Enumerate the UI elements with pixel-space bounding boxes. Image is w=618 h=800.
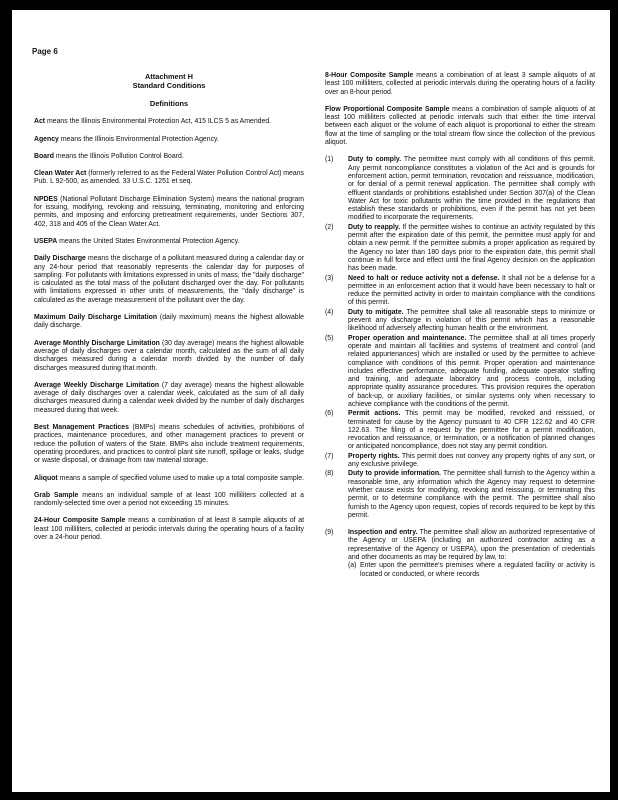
subitem-text: Enter upon the permittee's premises where a regulated facility or activity is located or conducted, or where records: [360, 562, 595, 578]
condition-item: [325, 335, 595, 410]
condition-item: [325, 470, 595, 520]
right-column: [325, 72, 595, 580]
definition-text: means a sample of specified volume used to make up a total composite sample.: [57, 474, 305, 482]
definition-text: (BMPs) means schedules of activities, prohibitions of practices, maintenance procedures, and other management practices to prevent or reduce the pollution of waters of the State. BMPs also include treatment requirements, operating procedures, and practices to control plant site runoff, spillage or leaks, sludge or waste disposal, or drainage from raw material storage.: [34, 424, 304, 465]
condition-text: The permittee shall at all times properly operate and maintain all facilities and systems of treatment and control (and related appurtenances) which are installed or used by the permittee to achieve compliance with conditions of this permit. Proper operation and maintenance includes effective performance, adequate funding, adequate operator staffing and training, and adequate laboratory and process controls, including appropriate quality assurance procedures. This provision requires the operation of back-up, or auxiliary facilities, or similar systems only when necessary to achieve compliance with the conditions of the permit.: [348, 334, 595, 408]
condition-item: [325, 275, 595, 308]
condition-item: [325, 529, 595, 579]
definition-term: NPDES: [34, 195, 58, 203]
condition-item: [325, 224, 595, 274]
condition-term: Duty to reapply.: [348, 223, 401, 231]
condition-text: This permit does not convey any property rights of any sort, or any exclusive privilege.: [348, 452, 595, 469]
condition-number: (9): [325, 529, 334, 537]
condition-item: [325, 309, 595, 334]
definition-text: means the Illinois Environmental Protection Act, 415 ILCS 5 as Amended.: [45, 118, 272, 126]
definition-term: Grab Sample: [34, 491, 79, 499]
condition-number: (6): [325, 410, 334, 418]
condition-term: Permit actions.: [348, 410, 401, 418]
definition-text: (daily maximum) means the highest allowable daily discharge.: [34, 314, 304, 330]
condition-subitem: [348, 562, 595, 579]
condition-number: (2): [325, 223, 334, 231]
subitem-letter: (a): [348, 562, 357, 570]
condition-text: This permit may be modified, revoked and reissued, or terminated for cause by the Agency pursuant to 40 CFR 122.62 and 40 CFR 122.63. The filing of a request by the permittee for a permit modification, revocation and reissuance, or termination, or a notification of planned changes or anticipated noncompliance, does not stay any permit condition.: [348, 410, 595, 451]
definition-term: Maximum Daily Discharge Limitation: [34, 314, 158, 322]
left-column: [34, 72, 304, 551]
condition-item: [325, 453, 595, 470]
condition-text: The permittee shall take all reasonable steps to minimize or prevent any discharge in violation of this permit which has a reasonable likelihood of adversely affecting human health or the environment.: [348, 308, 595, 333]
condition-number: (7): [325, 452, 334, 460]
spacer: [325, 521, 595, 529]
definition-paragraph: [34, 492, 304, 509]
definition-paragraph: [34, 255, 304, 305]
condition-term: Duty to provide information.: [348, 470, 441, 478]
definition-text: means a combination of at least 3 sample aliquots of at least 100 milliliters, collected at periodic intervals during the operating hours of a facility over an 8-hour period.: [325, 72, 595, 96]
condition-text: It shall not be a defense for a permittee in an enforcement action that it would have been necessary to halt or reduce the permitted activity in order to maintain compliance with the conditions of this permit.: [348, 274, 595, 307]
condition-number: (5): [325, 334, 334, 342]
definition-term: 24-Hour Composite Sample: [34, 517, 126, 525]
definition-paragraph: [34, 196, 304, 229]
condition-item: [325, 410, 595, 451]
attachment-title: Attachment H: [144, 72, 194, 81]
definition-text: means a combination of at least 8 sample aliquots of at least 100 milliliters, collected at periodic intervals during the operating hours of a facility over a 24-hour period.: [34, 517, 304, 541]
definition-term: Daily Discharge: [34, 255, 86, 263]
definition-paragraph: [34, 238, 304, 246]
definition-text: (30 day average) means the highest allowable average of daily discharges over a calendar month, calculated as the sum of all daily discharges measured during a calendar month divided by the number of daily discharges measured during that month.: [34, 339, 304, 372]
definition-paragraph: [325, 72, 595, 97]
condition-item: [325, 156, 595, 222]
definition-paragraph: [34, 517, 304, 542]
condition-term: Proper operation and maintenance.: [348, 334, 467, 342]
definition-paragraph: [34, 475, 304, 483]
definition-paragraph: [34, 136, 304, 144]
definition-text: means a combination of sample aliquots of at least 100 milliliters collected at periodic intervals such that either the time interval between each aliquot or the volume of each aliquot is proportional to either the stream flow at the time of sampling or the total stream flow since the collection of the previous aliquot.: [325, 105, 595, 147]
condition-number: (1): [325, 156, 334, 164]
definition-term: Best Management Practices: [34, 424, 129, 432]
condition-term: Inspection and entry.: [348, 529, 418, 537]
condition-number: (3): [325, 274, 334, 282]
definition-text: means the Illinois Pollution Control Board.: [53, 152, 184, 160]
definition-term: USEPA: [34, 237, 58, 245]
attachment-subtitle: Standard Conditions: [132, 81, 206, 90]
definition-term: Aliquot: [34, 474, 58, 482]
condition-text: If the permittee wishes to continue an activity regulated by this permit after the expiration date of this permit, the permittee must apply for and obtain a new permit. If the permittee submits a proper application as required by the Agency no later than 180 days prior to the expiration date, this permit shall continue in full force and effect until the final Agency decision on the application has been made.: [348, 223, 595, 273]
definition-paragraph: [34, 424, 304, 465]
definition-paragraph: [34, 340, 304, 373]
definition-term: 8-Hour Composite Sample: [325, 72, 414, 79]
definition-term: Act: [34, 118, 46, 126]
condition-term: Duty to mitigate.: [348, 308, 404, 316]
condition-number: (4): [325, 308, 334, 316]
definition-paragraph: [34, 314, 304, 331]
definition-text: means an individual sample of at least 100 milliliters collected at a randomly-selected time over a period not exceeding 15 minutes.: [34, 491, 305, 508]
definition-text: (7 day average) means the highest allowable average of daily discharges over a calendar week, calculated as the sum of all daily discharges measured during a calendar week divided by the number of daily discharges measured during that week.: [34, 381, 305, 414]
definition-term: Clean Water Act: [34, 170, 87, 178]
definition-term: Average Weekly Discharge Limitation: [34, 381, 160, 389]
definition-term: Average Monthly Discharge Limitation: [34, 339, 160, 347]
definition-term: Flow Proportional Composite Sample: [325, 105, 450, 113]
condition-term: Need to halt or reduce activity not a defense.: [348, 274, 500, 282]
page-number: Page 6: [32, 47, 58, 56]
condition-number: (8): [325, 470, 334, 478]
definition-paragraph: [34, 382, 304, 415]
definitions-heading: Definitions: [149, 99, 189, 108]
condition-term: Duty to comply.: [348, 156, 402, 164]
condition-text: The permittee shall furnish to the Agency within a reasonable time, any information which the Agency may request to determine whether cause exists for modifying, revoking and reissuing, or terminating this permit, or to determine compliance with the permit. The permittee shall also furnish to the Agency upon request, copies of records required to be kept by this permit.: [348, 470, 595, 519]
definition-term: Agency: [34, 135, 59, 143]
definition-text: (National Pollutant Discharge Elimination System) means the national program for issuing, modifying, revoking and reissuing, terminating, monitoring and enforcing permits, and imposing and enforcing pretreatment requirements, under Sections 307, 402, 318 and 405 of the Clean Water Act.: [34, 195, 304, 228]
definition-paragraph: [34, 118, 304, 126]
definition-text: means the United States Environmental Protection Agency.: [57, 237, 240, 245]
document-page: [12, 10, 610, 792]
definition-text: means the discharge of a pollutant measured during a calendar day or any 24-hour period that reasonably represents the calendar day for purposes of sampling. For pollutants with limitations expressed in units of mass, the "daily discharge" is calculated as the total mass of the pollutant discharged over the day. For pollutants with limitations expressed in other units of measurements, the "daily discharge" is calculated as the average measurement of the pollutant over the day.: [34, 255, 304, 304]
definition-text: means the Illinois Environmental Protection Agency.: [58, 135, 219, 143]
definition-term: Board: [34, 152, 54, 160]
condition-text: The permittee shall allow an authorized representative of the Agency or USEPA (including an authorized contractor acting as a representative of the Agency or USEPA), upon the presentation of credentials and other documents as may be required by law, to:: [348, 529, 595, 562]
condition-text: The permittee must comply with all conditions of this permit. Any permit noncompliance constitutes a violation of the Act and is grounds for enforcement action, permit termination, revocation and reissuance, modification, or for denial of a permit renewal application. The permittee shall comply with effluent standards or prohibitions established under Section 307(a) of the Clean Water Act for toxic pollutants within the time provided in the regulations that establish these standards or prohibitions, even if the permit has not yet been modified to incorporate the requirements.: [348, 156, 595, 222]
condition-term: Property rights.: [348, 452, 400, 460]
definition-paragraph: [325, 106, 595, 147]
definition-paragraph: [34, 170, 304, 187]
definition-text: (formerly referred to as the Federal Water Pollution Control Act) means Pub. L 92-500, as amended. 33 U.S.C. 1251 et seq.: [34, 170, 304, 186]
definition-paragraph: [34, 153, 304, 161]
